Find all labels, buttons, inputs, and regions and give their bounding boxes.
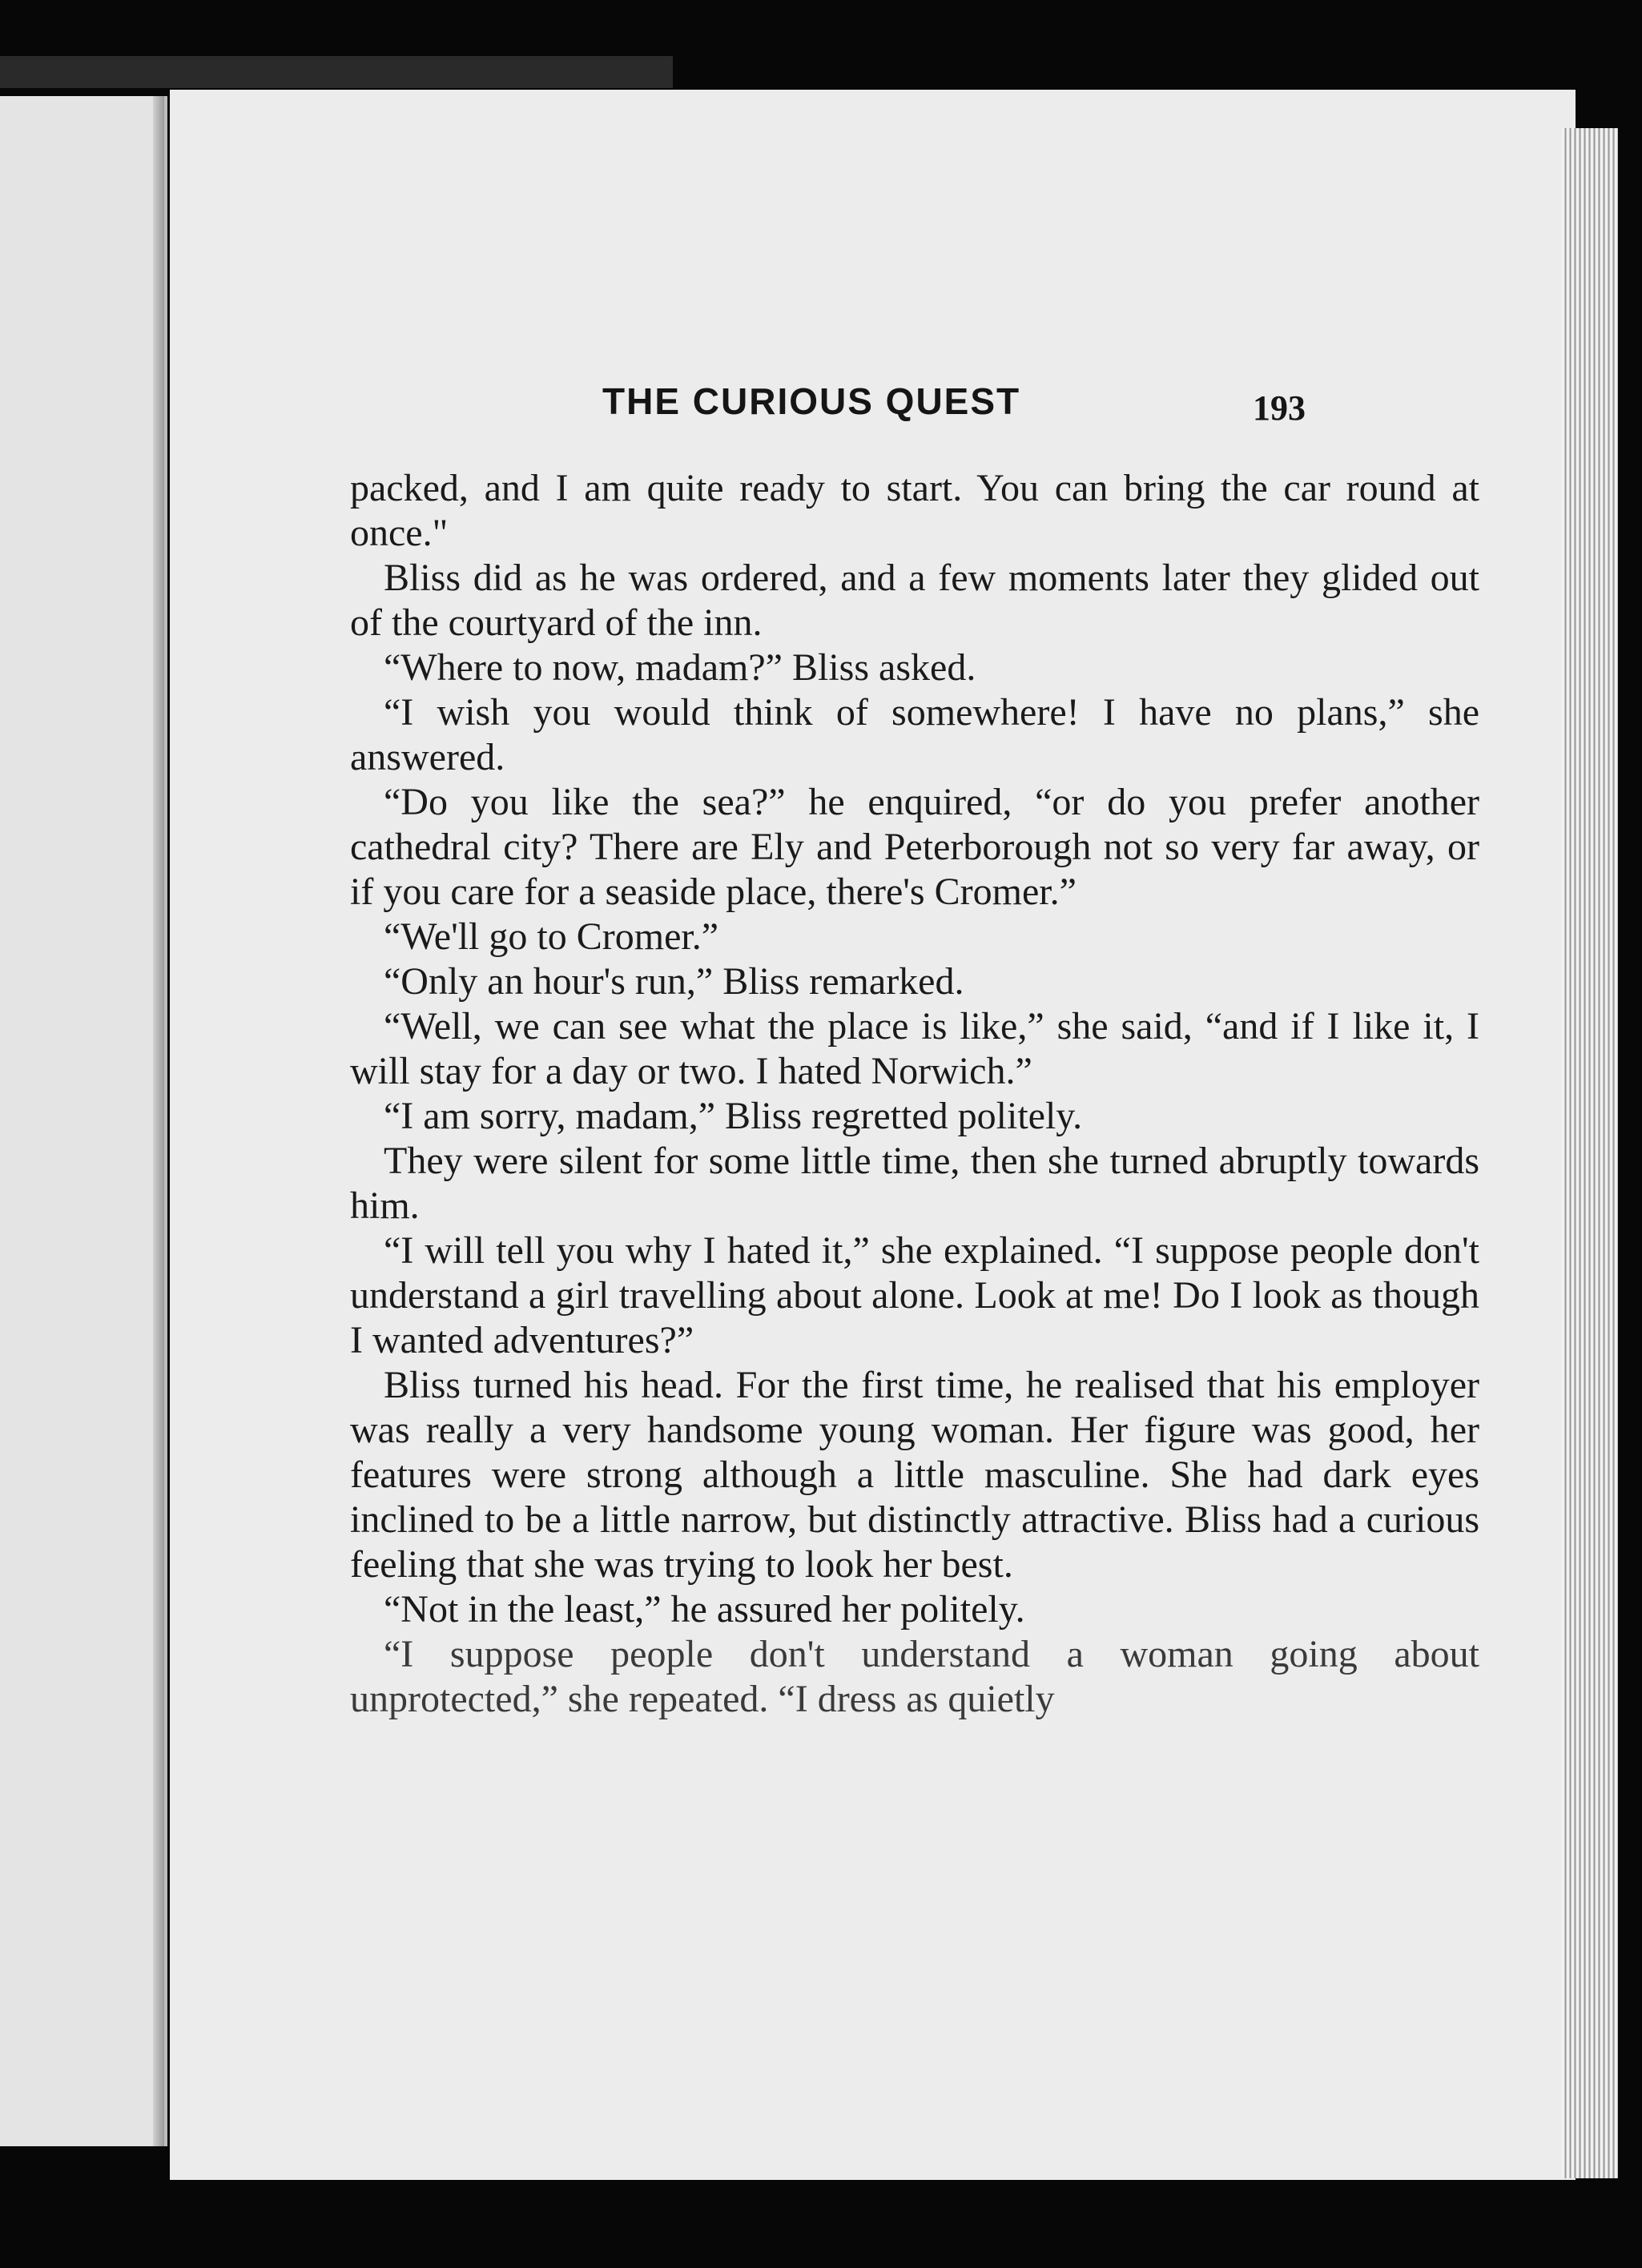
facing-page-edge <box>0 96 167 2146</box>
gutter-shadow <box>153 96 164 2146</box>
paragraph: “Where to now, madam?” Bliss asked. <box>384 646 976 689</box>
paragraph: “We'll go to Cromer.” <box>384 915 719 958</box>
book-page <box>170 90 1576 2180</box>
paragraph: Bliss did as he was ordered, and a few moments later they glided out of the courtyard of the inn. <box>350 557 1479 644</box>
running-title: THE CURIOUS QUEST <box>602 380 1021 422</box>
page-stack-edges <box>1562 128 1618 2178</box>
scanner-strip <box>0 56 673 88</box>
paragraph: “Well, we can see what the place is like,” she said, “and if I like it, I will stay for a day or two. I hated Norwich.” <box>350 1005 1479 1092</box>
paragraph: packed, and I am quite ready to start. You can bring the car round at once." <box>350 467 1479 554</box>
paragraph: “I suppose people don't understand a woman going about unprotected,” she repeated. “I dress as quietly <box>350 1633 1479 1720</box>
paragraph: “Not in the least,” he assured her politely. <box>384 1588 1025 1631</box>
paragraph: “I wish you would think of somewhere! I have no plans,” she answered. <box>350 691 1479 778</box>
page-number: 193 <box>1253 388 1306 428</box>
paragraph: They were silent for some little time, then she turned abruptly towards him. <box>350 1140 1479 1227</box>
running-head <box>170 380 1576 428</box>
paragraph: “Do you like the sea?” he enquired, “or do you prefer another cathedral city? There are Ely and Peterborough not so very far away, or if you care for a seaside place, there's Cromer.” <box>350 781 1479 913</box>
paragraph: Bliss turned his head. For the first time, he realised that his employer was really a very handsome young woman. Her figure was good, her features were strong although a little masculine. She had dark eyes inclined to be a little narrow, but distinctly attractive. Bliss had a curious feeling that she was trying to look her best. <box>350 1364 1479 1586</box>
paragraph: “I am sorry, madam,” Bliss regretted politely. <box>384 1095 1083 1137</box>
body-text <box>350 466 1479 1722</box>
paragraph: “I will tell you why I hated it,” she explained. “I suppose people don't understand a girl travelling about alone. Look at me! Do I look as though I wanted adventures?” <box>350 1229 1479 1361</box>
paragraph: “Only an hour's run,” Bliss remarked. <box>384 960 964 1003</box>
